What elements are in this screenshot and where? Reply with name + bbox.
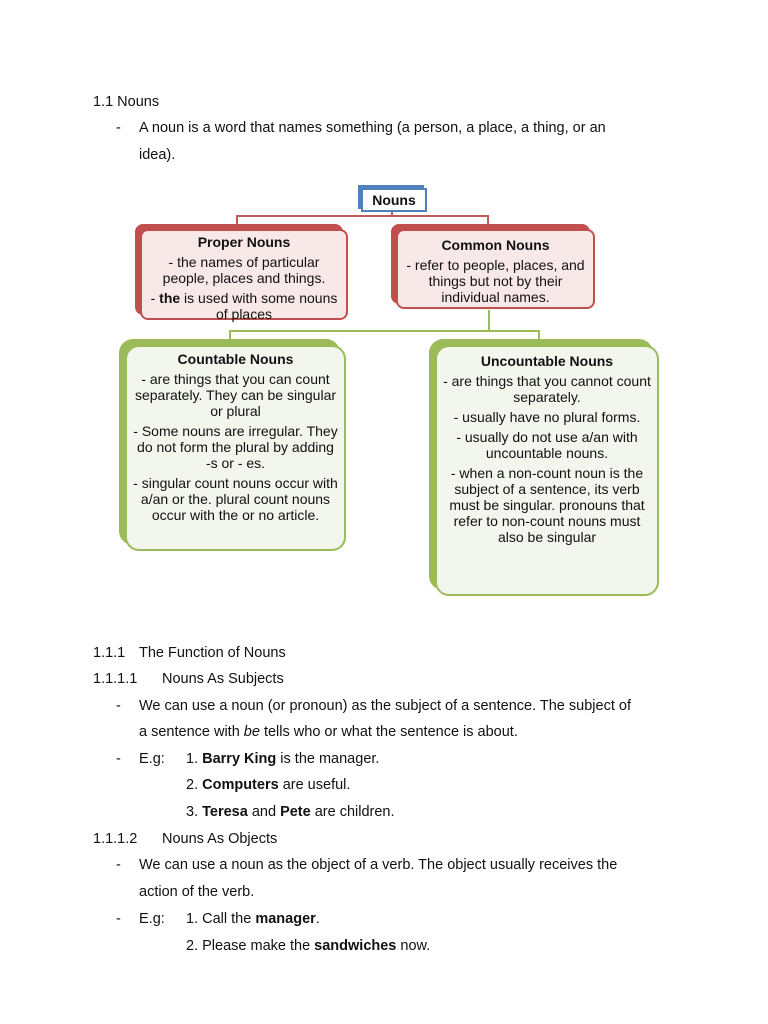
uncountable-nouns-box [435,345,659,596]
countable-nouns-title: Countable Nouns [177,351,294,367]
uncountable-nouns-desc4: - when a non-count noun is the subject of a sentence, its verb must be singular. pronouns that refer to non-count nouns must also be singular [449,465,645,545]
connector-line [488,310,490,332]
bullet-dash: - [116,857,121,873]
countable-nouns-desc1: - are things that you can count separately. They can be singular or plural [134,371,337,419]
objects-text-line2: action of the verb. [139,884,255,900]
proper-nouns-title: Proper Nouns [197,234,291,250]
objects-example-2: 2. Please make the sandwiches now. [186,938,431,954]
subjects-example-2: 2. Computers are useful. [186,777,351,793]
common-nouns-title: Common Nouns [441,237,550,253]
section-num-1-1-1: 1.1.1 [93,645,126,661]
subjects-text-line1: We can use a noun (or pronoun) as the subject of a sentence. The subject of [139,698,631,714]
section-title-nouns-as-subjects: Nouns As Subjects [162,671,284,687]
bullet-dash: - [116,120,121,136]
proper-nouns-box [140,229,348,320]
countable-nouns-desc3: - singular count nouns occur with a/an or the. plural count nouns occur with the or no article. [133,475,338,523]
connector-line [236,215,238,227]
uncountable-nouns-desc1: - are things that you cannot count separately. [443,373,651,405]
uncountable-nouns-title: Uncountable Nouns [480,353,614,369]
bullet-dash: - [116,698,121,714]
eg-label: E.g: [139,751,165,767]
noun-definition-line1: A noun is a word that names something (a person, a place, a thing, or an [139,120,606,136]
section-num-1-1-1-2: 1.1.1.2 [93,831,138,847]
subjects-example-1: 1. Barry King is the manager. [186,751,380,767]
uncountable-nouns-desc3: - usually do not use a/an with uncountable nouns. [456,429,638,461]
noun-definition-line2: idea). [139,147,176,163]
countable-nouns-box [125,345,346,551]
connector-line [236,215,489,217]
section-title-nouns-as-objects: Nouns As Objects [162,831,278,847]
objects-example-1: 1. Call the manager. [186,911,320,927]
bullet-dash: - [116,751,121,767]
proper-nouns-desc1: - the names of particular people, places and things. [162,254,326,286]
common-nouns-desc: - refer to people, places, and things but not by their individual names. [406,257,585,305]
uncountable-nouns-desc2: - usually have no plural forms. [453,409,641,425]
section-heading-nouns: 1.1 Nouns [93,94,160,110]
countable-nouns-desc2: - Some nouns are irregular. They do not form the plural by adding -s or - es. [133,423,338,471]
diagram-root-nouns: Nouns [361,188,427,212]
proper-nouns-desc2: - the is used with some nouns of places [150,290,338,322]
eg-label: E.g: [139,911,165,927]
section-title-function-of-nouns: The Function of Nouns [139,645,286,661]
bullet-dash: - [116,911,121,927]
objects-text-line1: We can use a noun as the object of a verb. The object usually receives the [139,857,618,873]
connector-line [538,330,540,344]
subjects-text-line2: a sentence with be tells who or what the sentence is about. [139,724,518,740]
subjects-example-3: 3. Teresa and Pete are children. [186,804,395,820]
connector-line [487,215,489,227]
connector-line [229,330,540,332]
common-nouns-box [396,229,595,309]
connector-line [229,330,231,344]
section-num-1-1-1-1: 1.1.1.1 [93,671,138,687]
